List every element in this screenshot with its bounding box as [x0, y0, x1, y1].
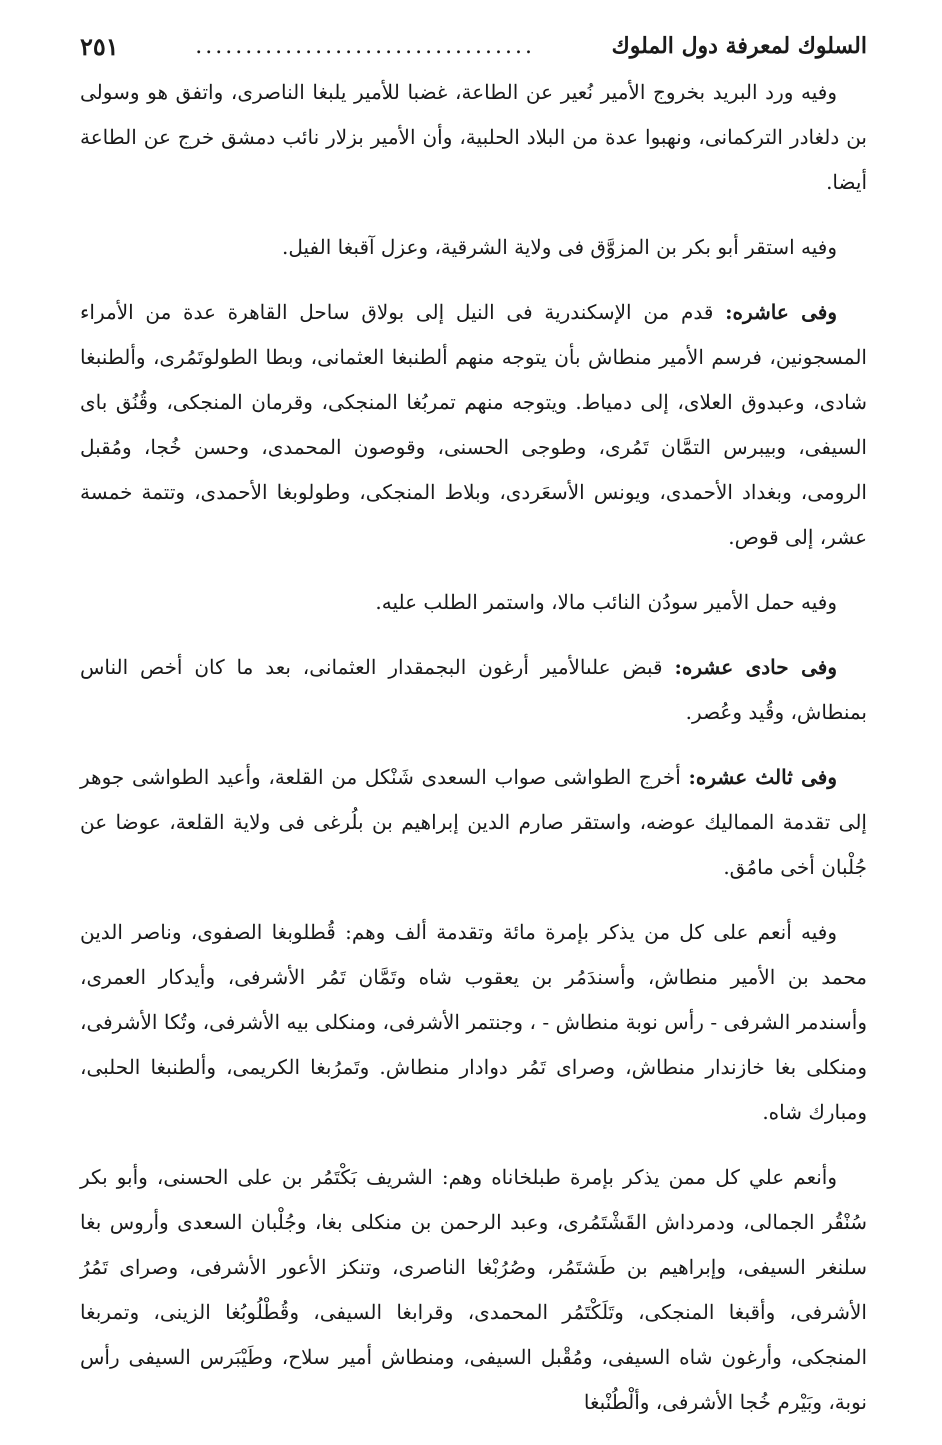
main-text	[80, 70, 867, 1445]
date-heading: وفى ثالث عشره:	[688, 765, 837, 789]
paragraph-text: وفيه حمل الأمير سودُن النائب مالا، واستمر الطلب عليه.	[375, 590, 837, 614]
page-number: ٢٥١	[80, 31, 119, 61]
paragraph-6	[80, 755, 867, 890]
paragraph-text: وفيه استقر أبو بكر بن المزوَّق فى ولاية الشرقية، وعزل آقبغا الفيل.	[282, 235, 837, 259]
paragraph-text: وأنعم علي كل ممن يذكر بإمرة طبلخاناه وهم: الشريف بَكْتَمُر بن على الحسنى، وأبو بكر سُنْقُر الجمالى، ودمرداش القَشْتَمُرى، وعبد الرحمن بن منكلى بغا، وجُلْبان السعدى وأروس بغا سلنغر السيفى، وإبراهيم بن طَشتَمُر، وصُرُبْغا الناصرى، وتنكز الأعور الأشرفى، وصراى تَمُرُ الأشرفى، وأقبغا المنجكى، وتَلَكْتَمُر المحمدى، وقرابغا السيفى، وقُطْلُوبُغا الزينى، وتمربغا المنجكى، وأرغون شاه السيفى، ومُقْبل السيفى، ومنطاش أمير سلاح، وطَيْبَرس السيفى رأس نوبة، وبَيْرم خُجا الأشرفى، وألْطُنْبغا	[80, 1165, 867, 1414]
paragraph-text: وفيه أنعم على كل من يذكر بإمرة مائة وتقدمة ألف وهم: قُطلوبغا الصفوى، وناصر الدين محمد بن الأمير منطاش، وأسندَمُر بن يعقوب شاه وتَمَّان تَمُر الأشرفى، وأيدكار العمرى، وأسندمر الشرفى - رأس نوبة منطاش - ، وجنتمر الأشرفى، ومنكلى بيه الأشرفى، وتُكا الأشرفى، ومنكلى بغا خازندار منطاش، وصراى تَمُر دوادار منطاش. وتَمرُبغا الكريمى، وألطنبغا الحلبى، ومبارك شاه.	[80, 920, 867, 1124]
paragraph-text: قبض علىالأمير أرغون البجمقدار العثمانى، بعد ما كان أخص الناس بمنطاش، وقُيد وعُصر.	[80, 655, 867, 724]
paragraph-8	[80, 1155, 867, 1425]
paragraph-2	[80, 225, 867, 270]
paragraph-4	[80, 580, 867, 625]
paragraph-1	[80, 70, 867, 205]
paragraph-5	[80, 645, 867, 735]
paragraph-3	[80, 290, 867, 560]
date-heading: وفى حادى عشره:	[674, 655, 837, 679]
paragraph-7	[80, 910, 867, 1135]
header-dot-leader: ..................................	[195, 33, 536, 59]
running-header	[80, 26, 867, 66]
paragraph-text: وفيه ورد البريد بخروج الأمير نُعير عن الطاعة، غضبا للأمير يلبغا الناصرى، واتفق هو وسولى بن دلغادر التركمانى، ونهبوا عدة من البلاد الحلبية، وأن الأمير بزلار نائب دمشق خرج عن الطاعة أيضا.	[80, 80, 867, 194]
book-title: السلوك لمعرفة دول الملوك	[611, 33, 867, 59]
date-heading: وفى عاشره:	[725, 300, 837, 324]
paragraph-text: أخرج الطواشى صواب السعدى شَنْكل من القلعة، وأعيد الطواشى جوهر إلى تقدمة المماليك عوضه، واستقر صارم الدين إبراهيم بن بلُرغى فى ولاية القلعة، عوضا عن جُلْبان أخى مامُق.	[80, 765, 867, 879]
paragraph-text: قدم من الإسكندرية فى النيل إلى بولاق ساحل القاهرة عدة من الأمراء المسجونين، فرسم الأمير منطاش بأن يتوجه منهم ألطنبغا العثمانى، وبطا الطولوتَمُرى، وألطنبغا شادى، وعبدوق العلاى، إلى دمياط. ويتوجه منهم تمربُغا المنجكى، وقرمان المنجكى، وقُنُق باى السيفى، وبيبرس التمَّان تَمُرى، وطوجى الحسنى، وقوصون المحمدى، وحسن خُجا، ومُقبل الرومى، وبغداد الأحمدى، ويونس الأسعَردى، وبلاط المنجكى، وطولوبغا الأحمدى، وتتمة خمسة عشر، إلى قوص.	[80, 300, 867, 549]
